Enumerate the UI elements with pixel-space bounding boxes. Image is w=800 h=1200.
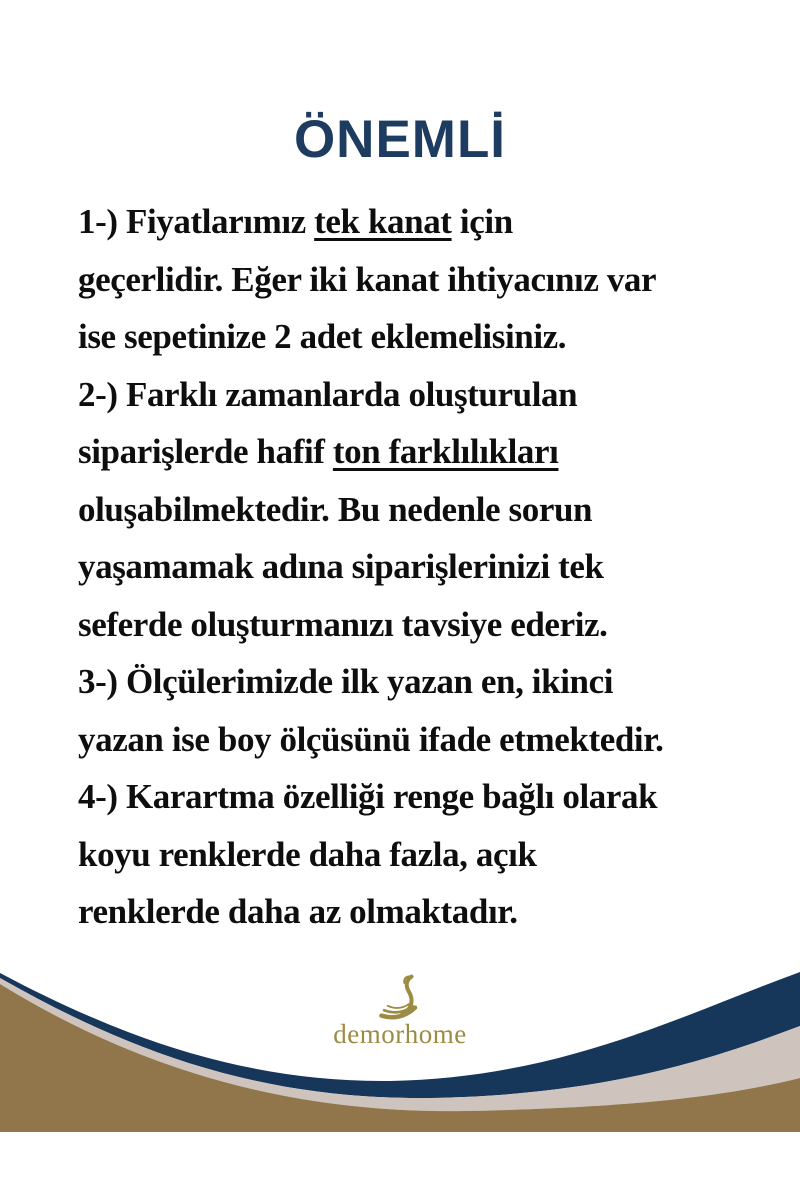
notice-text: yazan ise boy ölçüsünü ifade etmektedir. [78, 719, 664, 759]
notice-line [78, 308, 770, 366]
notice-text: renklerde daha az olmaktadır. [78, 892, 518, 931]
underlined-phrase: ton farklılıkları [332, 432, 559, 471]
notice-text: seferde oluşturmanızı tavsiye ederiz. [78, 604, 608, 644]
notice-text-block [78, 193, 770, 941]
notice-line [78, 251, 770, 309]
page-title: ÖNEMLİ [293, 110, 507, 169]
notice-line [78, 883, 770, 941]
swan-flame-icon [373, 974, 427, 1020]
notice-line [78, 826, 770, 884]
notice-text: koyu renklerde daha fazla, açık [78, 834, 537, 874]
notice-line [78, 193, 770, 251]
notice-text: için [451, 202, 513, 241]
brand-wordmark: demorhome [333, 1019, 467, 1049]
notice-text: siparişlerde hafif [78, 432, 333, 471]
notice-line [78, 481, 770, 539]
notice-text: geçerlidir. Eğer iki kanat ihtiyacınız var [78, 259, 657, 299]
notice-line [78, 768, 770, 826]
notice-line [78, 538, 770, 596]
brand-logo [0, 974, 800, 1048]
notice-text: ise sepetinize 2 adet eklemelisiniz. [78, 317, 567, 356]
notice-line [78, 423, 770, 481]
notice-text: 4-) Karartma özelliği renge bağlı olarak [78, 777, 658, 816]
notice-text: yaşamamak adına siparişlerinizi tek [78, 547, 604, 586]
underlined-phrase: tek kanat [314, 202, 452, 241]
notice-line [78, 366, 770, 424]
notice-line [78, 596, 770, 654]
swoosh-stroke [388, 1004, 409, 1008]
notice-text: 3-) Ölçülerimizde ilk yazan en, ikinci [78, 662, 614, 701]
notice-line [78, 653, 770, 711]
notice-text: 2-) Farklı zamanlarda oluşturulan [78, 374, 578, 414]
notice-line [78, 711, 770, 769]
notice-text: oluşabilmektedir. Bu nedenle sorun [78, 489, 593, 529]
notice-text: 1-) Fiyatlarımız [78, 202, 315, 241]
